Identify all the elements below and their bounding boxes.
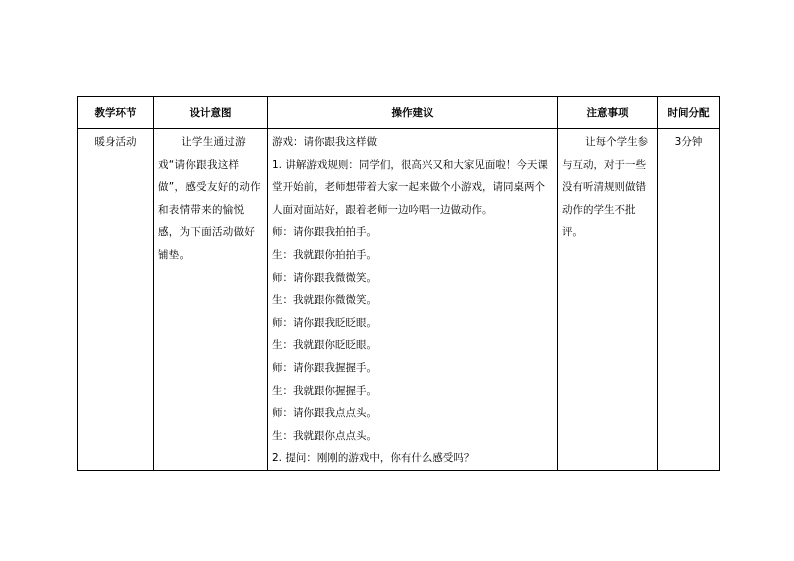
dialogue-line: 师：请你跟我眨眨眼。 <box>272 316 377 329</box>
header-time: 时间分配 <box>658 97 720 129</box>
dialogue-line: 生：我就跟你眨眨眼。 <box>272 339 377 352</box>
intent-cell: 让学生通过游戏“请你跟我这样做”，感受友好的动作和表情带来的愉悦感，为下面活动做好铺垫。 <box>154 129 268 471</box>
dialogue-line: 生：我就跟你拍拍手。 <box>272 248 377 261</box>
dialogue-line: 师：请你跟我点点头。 <box>272 407 377 420</box>
dialogue-line: 生：我就跟你握握手。 <box>272 384 377 397</box>
time-cell: 3分钟 <box>658 129 720 471</box>
header-notes: 注意事项 <box>558 97 658 129</box>
operation-title: 游戏：请你跟我这样做 <box>272 136 377 148</box>
header-stage: 教学环节 <box>78 97 154 129</box>
dialogue-line: 生：我就跟你点点头。 <box>272 429 377 442</box>
table-header-row <box>78 97 720 129</box>
stage-cell: 暖身活动 <box>78 129 154 471</box>
dialogue-line: 生：我就跟你微微笑。 <box>272 294 377 307</box>
operation-cell <box>268 129 558 471</box>
lesson-plan-table <box>77 96 720 471</box>
operation-step-2: 2. 提问：刚刚的游戏中，你有什么感受吗？ <box>272 452 475 465</box>
dialogue-line: 师：请你跟我拍拍手。 <box>272 226 377 239</box>
header-operation: 操作建议 <box>268 97 558 129</box>
header-intent: 设计意图 <box>154 97 268 129</box>
table-row <box>78 129 720 471</box>
operation-step-1: 1. 讲解游戏规则：同学们，很高兴又和大家见面啦！今天课堂开始前，老师想带着大家一起来做个小游戏，请同桌两个人面对面站好，跟着老师一边吟唱一边做动作。 <box>272 158 548 216</box>
dialogue-line: 师：请你跟我握握手。 <box>272 361 377 374</box>
dialogue-line: 师：请你跟我微微笑。 <box>272 271 377 284</box>
notes-cell: 让每个学生参与互动，对于一些没有听清规则做错动作的学生不批评。 <box>558 129 658 471</box>
